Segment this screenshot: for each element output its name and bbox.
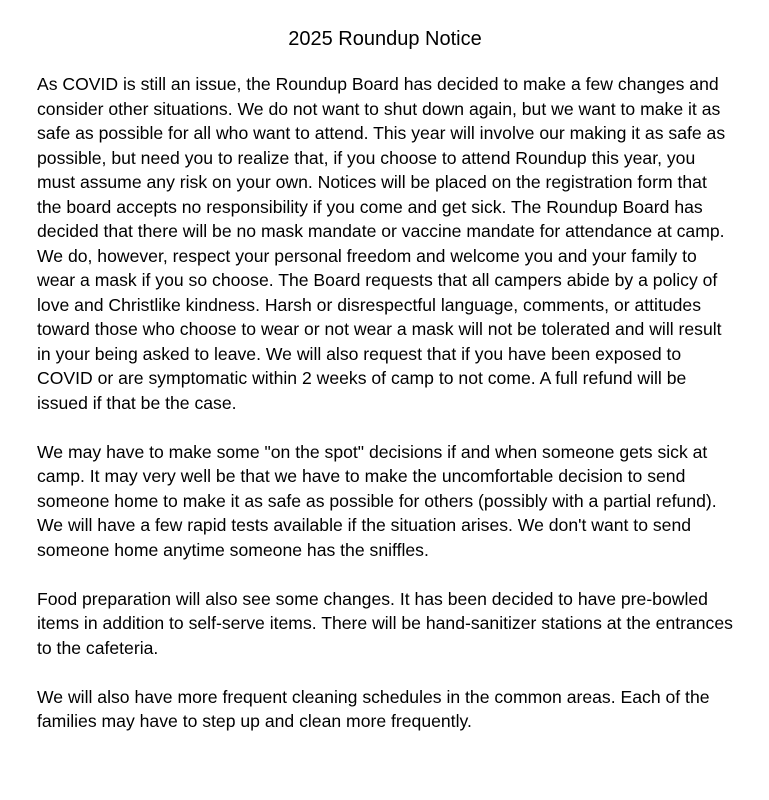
paragraph-covid-policy: As COVID is still an issue, the Roundup Board has decided to make a few changes and consider other situations. We do not want to shut down again, but we want to make it as safe as possible for all who want to attend. This year will involve our making it as safe as possible, but need you to realize that, if you choose to attend Roundup this year, you must assume any risk on your own. Notices will be placed on the registration form that the board accepts no responsibility if you come and get sick. The Roundup Board has decided that there will be no mask mandate or vaccine mandate for attendance at camp. We do, however, respect your personal freedom and welcome you and your family to wear a mask if you so choose. The Board requests that all campers abide by a policy of love and Christlike kindness. Harsh or disrespectful language, comments, or attitudes toward those who choose to wear or not wear a mask will not be tolerated and will result in your being asked to leave. We will also request that if you have been exposed to COVID or are symptomatic within 2 weeks of camp to not come. A full refund will be issued if that be the case.: [37, 74, 726, 413]
paragraph-on-the-spot-decisions: We may have to make some "on the spot" decisions if and when someone gets sick at camp. It may very well be that we have to make the uncomfortable decision to send someone home to make it as safe as possible for others (possibly with a partial refund). We will have a few rapid tests available if the situation arises. We don't want to send someone home anytime someone has the sniffles.: [37, 441, 717, 560]
document-title: 2025 Roundup Notice: [288, 28, 482, 50]
paragraph-cleaning-schedules: We will also have more frequent cleaning schedules in the common areas. Each of the families may have to step up and clean more frequently.: [37, 686, 710, 731]
paragraph-food-preparation: Food preparation will also see some changes. It has been decided to have pre-bowled items in addition to self-serve items. There will be hand-sanitizer stations at the entrances to the cafeteria.: [37, 588, 733, 658]
